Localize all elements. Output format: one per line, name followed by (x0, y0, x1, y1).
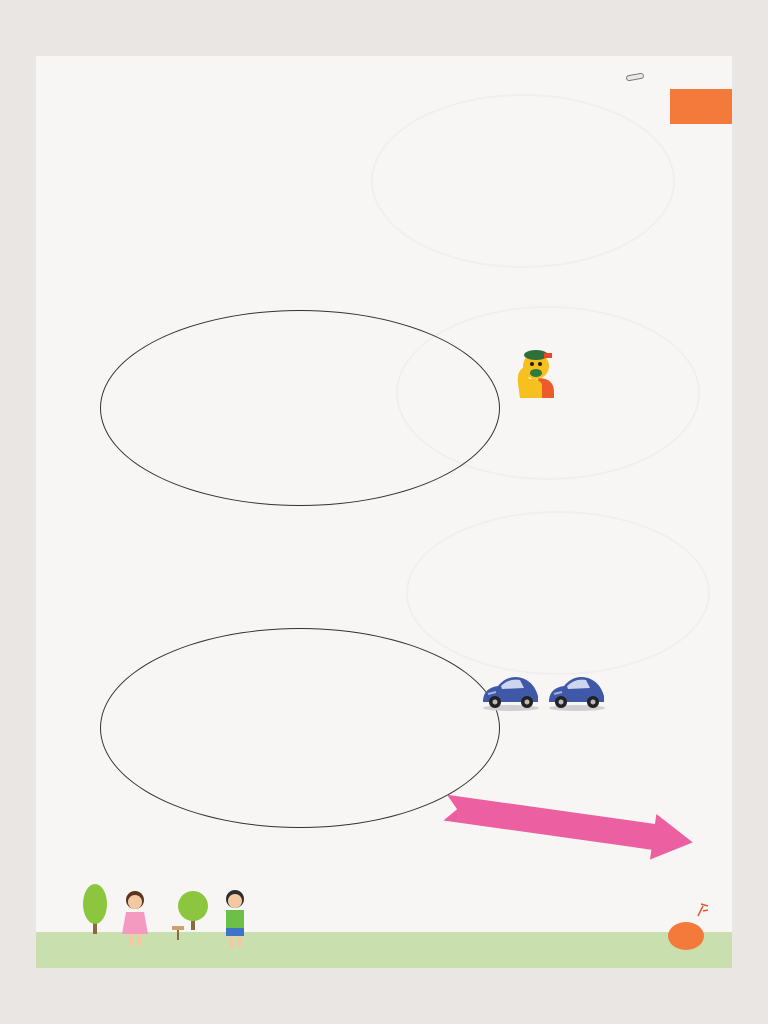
chapter-badge (626, 72, 645, 81)
car-twelfth (546, 668, 608, 712)
bush-tree-icon (176, 890, 210, 930)
chapter-tab (670, 89, 732, 124)
textbook-page (36, 56, 732, 968)
monkey-eleventh (514, 348, 558, 400)
car-eleventh (480, 668, 542, 712)
fact-banner-arrow (442, 785, 696, 865)
group-of-ten-oval (100, 310, 500, 506)
page-number (668, 922, 704, 950)
cars-oval (100, 628, 500, 828)
sparkle-icon (696, 902, 710, 918)
boy-icon (220, 888, 250, 950)
tree-icon (80, 884, 110, 934)
girl-icon (120, 890, 150, 950)
